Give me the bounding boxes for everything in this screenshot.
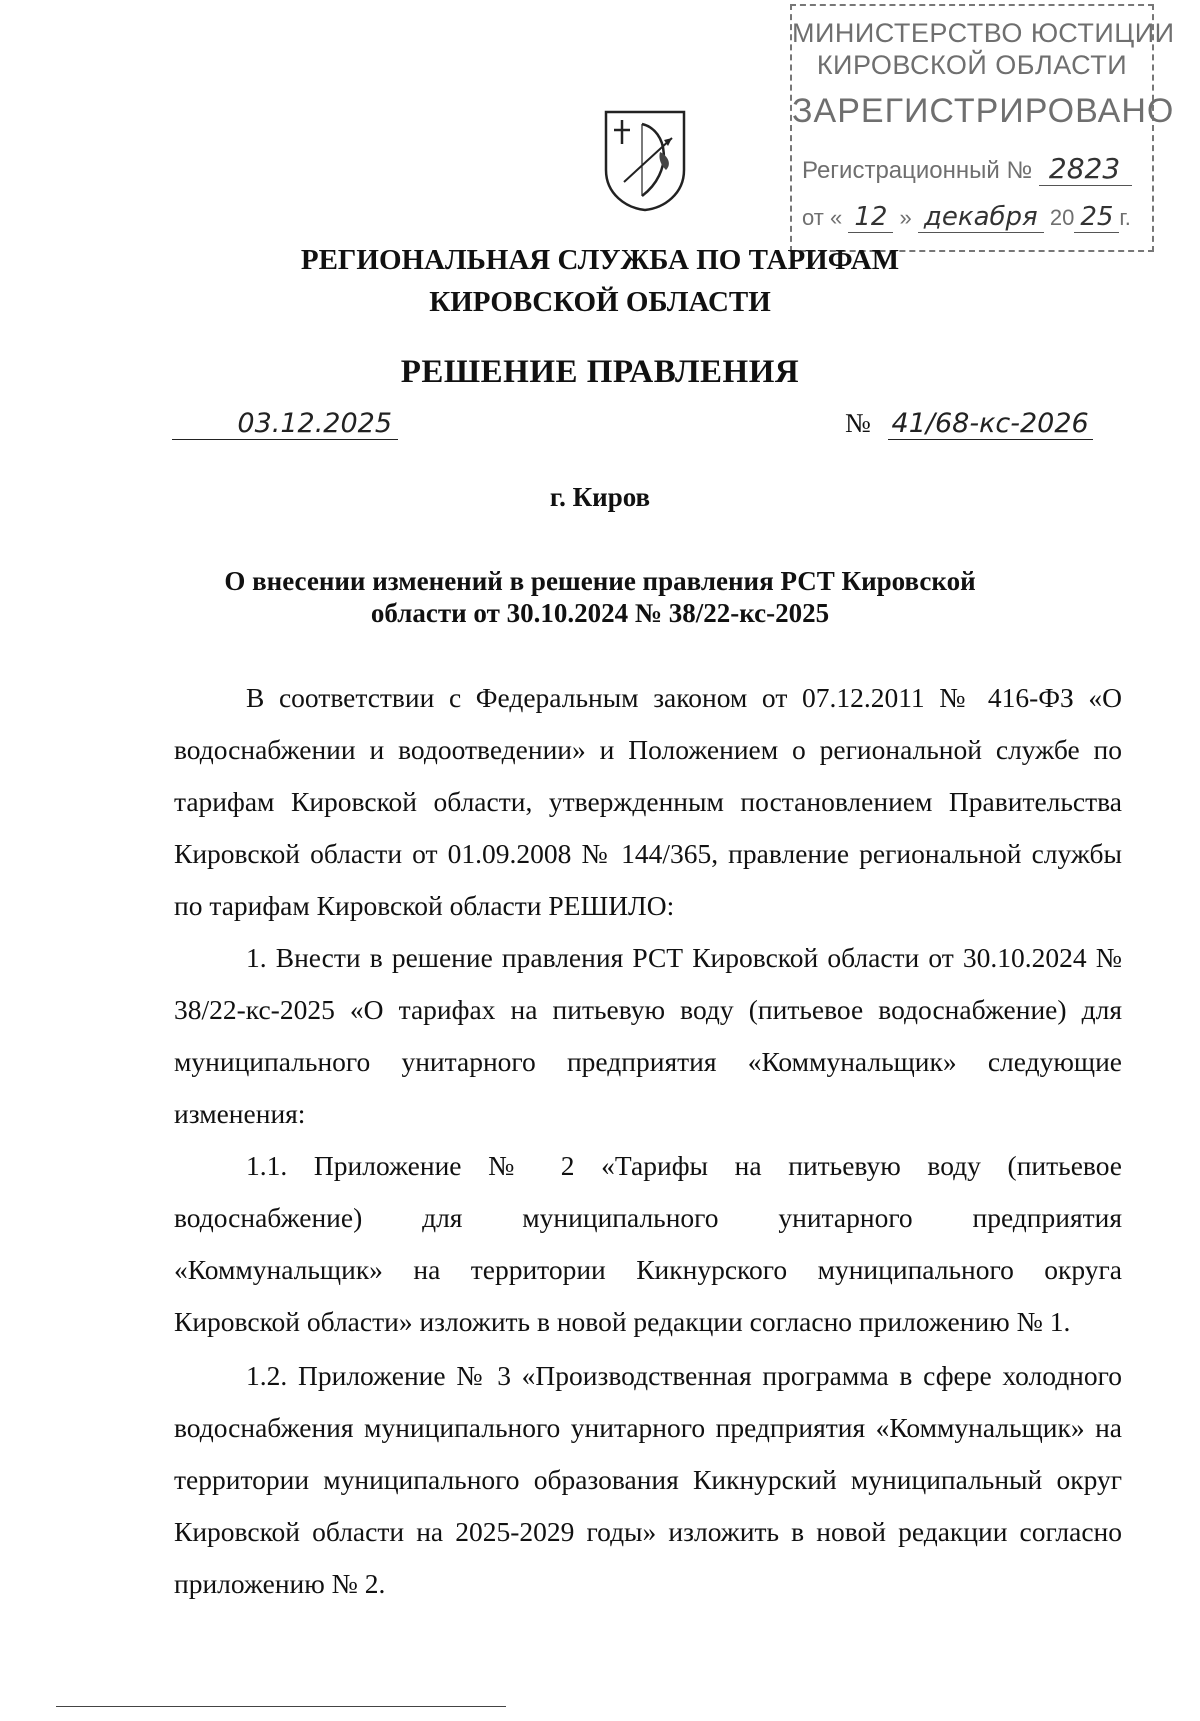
stamp-date-suffix: г.: [1119, 205, 1131, 230]
document-number-label: №: [845, 408, 871, 438]
document-number: 41/68-кс-2026: [888, 408, 1093, 440]
agency-name-line2: КИРОВСКОЙ ОБЛАСТИ: [429, 286, 771, 318]
body-paragraph-4: [174, 1350, 1122, 1610]
stamp-date-year-prefix: 20: [1049, 205, 1075, 230]
stamp-date-mid: »: [899, 205, 912, 230]
stamp-reg-number-row: [802, 152, 1132, 186]
stamp-date-month: декабря: [918, 202, 1044, 233]
body-paragraph-1: [174, 672, 1122, 932]
subject-line1: О внесении изменений в решение правления РСТ Кировской: [224, 566, 976, 596]
stamp-registered: ЗАРЕГИСТРИРОВАНО: [792, 92, 1175, 130]
city: г. Киров: [549, 482, 651, 512]
decision-title: РЕШЕНИЕ ПРАВЛЕНИЯ: [400, 354, 800, 390]
paragraph-text: 1. Внести в решение правления РСТ Кировской области от 30.10.2024 № 38/22-кс-2025 «О тарифах на питьевую воду (питьевое водоснабжение) для муниципального унитарного предприятия «Коммунальщик» следующие изменения:: [174, 942, 1122, 1129]
body-paragraph-2: [174, 932, 1122, 1140]
stamp-reg-number-label: Регистрационный №: [802, 157, 1033, 184]
registration-stamp: [790, 4, 1175, 252]
footer-divider: [56, 1706, 506, 1707]
agency-name-line1: РЕГИОНАЛЬНАЯ СЛУЖБА ПО ТАРИФАМ: [300, 244, 900, 276]
stamp-org-line1: МИНИСТЕРСТВО ЮСТИЦИИ: [792, 18, 1175, 48]
body-paragraph-3: [174, 1140, 1122, 1348]
stamp-reg-number: 2823: [1039, 152, 1132, 186]
document-number-row: [845, 408, 1093, 440]
paragraph-text: 1.2. Приложение № 3 «Производственная программа в сфере холодного водоснабжения муниципального унитарного предприятия «Коммунальщик» на территории муниципального образования Кикнурский муниципальный округ Кировской области на 2025-2029 годы» изложить в новой редакции согласно приложению № 2.: [174, 1360, 1122, 1599]
paragraph-text: В соответствии с Федеральным законом от 07.12.2011 № 416-ФЗ «О водоснабжении и водоотведении» и Положением о региональной службе по тарифам Кировской области, утвержденным постановлением Правительства Кировской области от 01.09.2008 № 144/365, правление региональной службы по тарифам Кировской области РЕШИЛО:: [174, 682, 1122, 921]
document-date: 03.12.2025: [172, 408, 398, 440]
paragraph-text: 1.1. Приложение № 2 «Тарифы на питьевую воду (питьевое водоснабжение) для муниципального унитарного предприятия «Коммунальщик» на территории Кикнурского муниципального округа Кировской области» изложить в новой редакции согласно приложению № 1.: [174, 1150, 1122, 1337]
coat-of-arms-icon: [602, 108, 688, 212]
stamp-date-prefix: от «: [802, 205, 843, 230]
stamp-date-row: [802, 202, 1131, 233]
stamp-date-day: 12: [848, 202, 893, 233]
stamp-date-year: 25: [1074, 202, 1119, 233]
stamp-org-line2: КИРОВСКОЙ ОБЛАСТИ: [816, 50, 1128, 80]
subject-line2: области от 30.10.2024 № 38/22-кс-2025: [370, 598, 830, 628]
